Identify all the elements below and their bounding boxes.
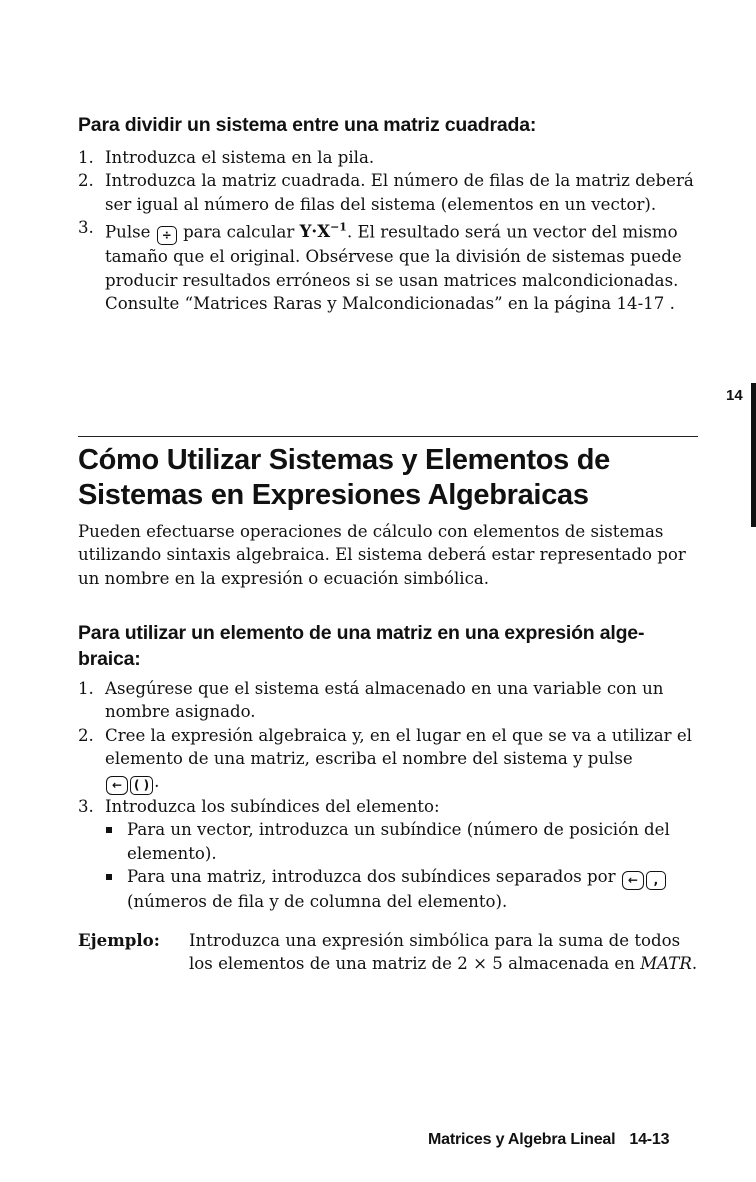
example-variable: MATR: [640, 954, 692, 974]
step-text-post: . El resultado será un vector del mismo tamaño que el original. Obsérvese que la división de sistemas puede producir resultados erróneos si se usan matrices malcondicionadas. Consulte “Matrices Raras y Malcondicionadas” en la página 14-17 .: [105, 222, 682, 314]
chapter-tab-label: 14: [726, 387, 743, 404]
parentheses-key-icon: ( ): [130, 776, 153, 795]
formula: [300, 221, 347, 241]
formula-base: Y·X: [299, 221, 331, 242]
footer-title: Matrices y Algebra Lineal: [428, 1131, 616, 1148]
step-number: 1.: [78, 679, 94, 698]
divide-key-icon: ÷: [157, 226, 177, 245]
step-text-post: .: [154, 772, 160, 792]
example-text: [189, 929, 698, 976]
example-block: [78, 929, 698, 976]
example-post: .: [691, 954, 698, 974]
left-shift-key-icon: ←: [106, 776, 128, 795]
list-item: [78, 216, 698, 315]
section-title-line2: Sistemas en Expresiones Algebraicas: [78, 479, 589, 511]
steps-element: [78, 677, 698, 913]
list-item: [78, 724, 698, 796]
example-label: Ejemplo:: [78, 930, 160, 950]
list-item: [78, 169, 698, 216]
step-text-mid: para calcular: [183, 222, 295, 242]
page-footer: [428, 1131, 669, 1149]
step-text: Introduzca la matriz cuadrada. El número de filas de la matriz deberá ser igual al número de filas del sistema (elementos en un vector).: [105, 171, 694, 214]
list-item: [78, 795, 698, 913]
bullet-item: [105, 865, 698, 913]
section-title-line1: Cómo Utilizar Sistemas y Elementos de: [78, 444, 611, 476]
list-item: [78, 677, 698, 724]
intro-paragraph: Pueden efectuarse operaciones de cálculo con elementos de sistemas utilizando sintaxis algebraica. El sistema deberá estar representado por un nombre en la expresión o ecuación simbólica.: [78, 522, 686, 588]
bullet-item: [105, 818, 698, 865]
section-title: [78, 443, 610, 513]
section-heading-divide: Para dividir un sistema entre una matriz cuadrada:: [78, 114, 537, 136]
step-number: 2.: [78, 171, 94, 191]
left-shift-key-icon: ←: [622, 871, 644, 890]
bullet-icon: [106, 874, 112, 880]
step-number: 3.: [78, 217, 94, 237]
step-text: Cree la expresión algebraica y, en el lugar en el que se va a utilizar el elemento de una matriz, escriba el nombre del sistema y pulse: [105, 725, 692, 768]
list-item: [78, 146, 698, 169]
bullet-text-post: (números de fila y de columna del elemento).: [127, 892, 508, 912]
example-body: Introduzca una expresión simbólica para la suma de todos los elementos de una matriz de 2 × 5 almacenada en: [189, 931, 681, 974]
step-number: 3.: [78, 797, 94, 817]
chapter-tab-bar: [751, 383, 756, 527]
bullet-text: Para un vector, introduzca un subíndice (número de posición del elemento).: [127, 820, 670, 863]
section-divider: [78, 436, 698, 437]
bullet-list: [105, 818, 698, 913]
heading-line1: Para utilizar un elemento de una matriz en una expresión alge-: [78, 622, 645, 644]
formula-exponent: −1: [330, 220, 347, 234]
step-number: 1.: [78, 148, 94, 167]
page-number: 14-13: [629, 1131, 670, 1148]
comma-key-icon: ,: [646, 871, 666, 890]
section-heading-element: [78, 620, 644, 672]
step-text: Introduzca los subíndices del elemento:: [105, 797, 440, 817]
steps-divide: [78, 146, 698, 315]
step-text: Introduzca el sistema en la pila.: [105, 148, 375, 167]
bullet-icon: [106, 827, 112, 833]
step-text-pre: Pulse: [105, 222, 151, 242]
step-number: 2.: [78, 725, 94, 745]
step-text: Asegúrese que el sistema está almacenado en una variable con un nombre asignado.: [105, 679, 664, 722]
heading-line2: braica:: [78, 648, 141, 670]
bullet-text: Para una matriz, introduzca dos subíndices separados por: [127, 867, 616, 887]
